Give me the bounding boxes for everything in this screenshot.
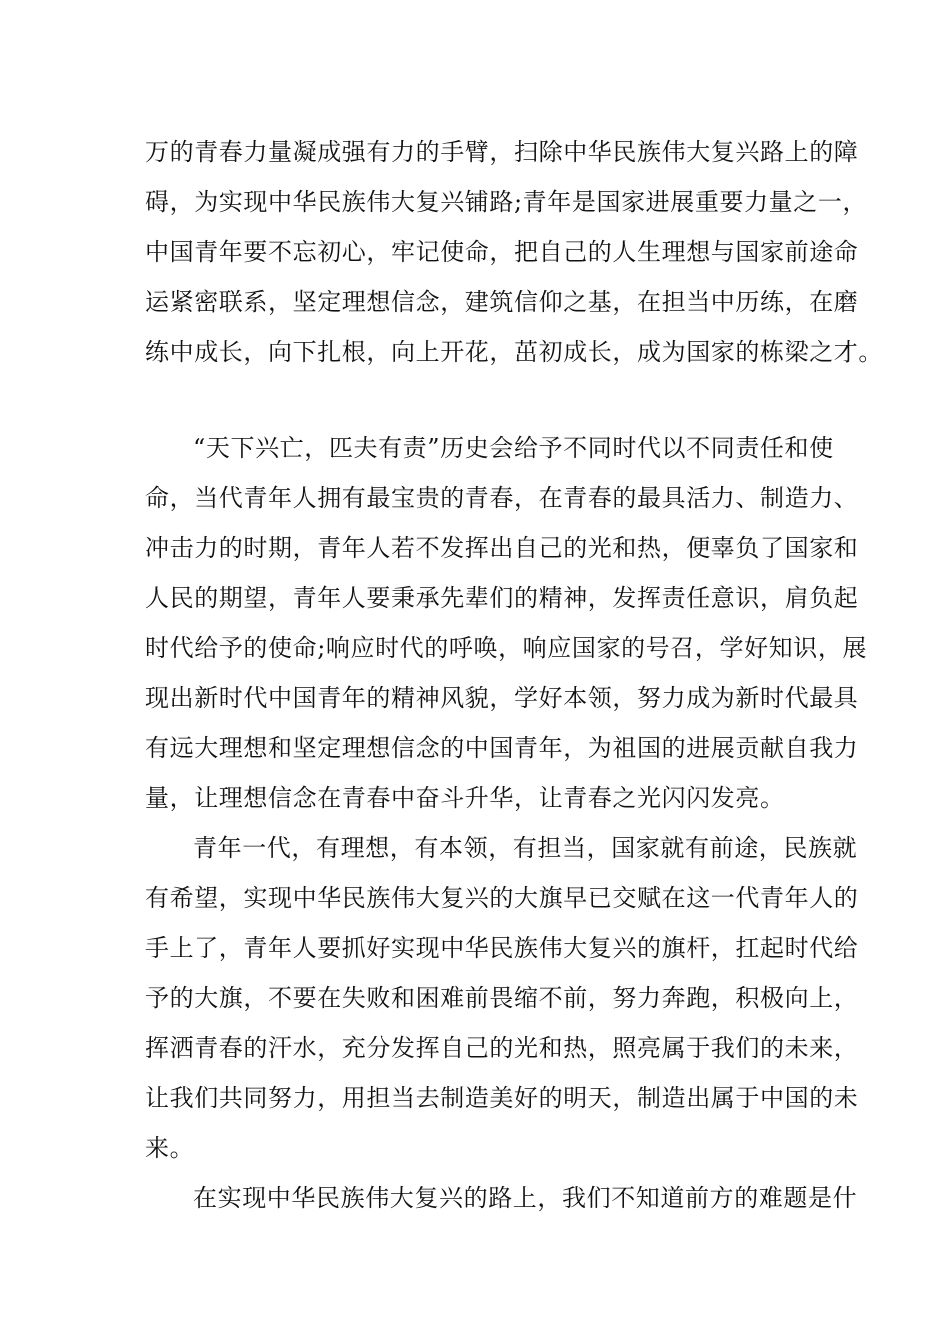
text-line: 中国青年要不忘初心，牢记使命，把自己的人生理想与国家前途命	[145, 238, 859, 266]
text-line: 碍，为实现中华民族伟大复兴铺路;青年是国家进展重要力量之一，	[145, 188, 868, 216]
text-line: 在实现中华民族伟大复兴的路上，我们不知道前方的难题是什	[193, 1184, 858, 1212]
text-line: 有希望，实现中华民族伟大复兴的大旗早已交赋在这一代青年人的	[145, 884, 859, 912]
text-line: 有远大理想和坚定理想信念的中国青年，为祖国的进展贡献自我力	[145, 734, 859, 762]
text-line: 量，让理想信念在青春中奋斗升华，让青春之光闪闪发亮。	[145, 784, 785, 812]
text-line: 予的大旗，不要在失败和困难前畏缩不前，努力奔跑，积极向上，	[145, 984, 859, 1012]
text-line: 冲击力的时期，青年人若不发挥出自己的光和热，便辜负了国家和	[145, 534, 859, 562]
text-line: 让我们共同努力，用担当去制造美好的明天，制造出属于中国的未	[145, 1084, 859, 1112]
text-line: 现出新时代中国青年的精神风貌，学好本领，努力成为新时代最具	[145, 684, 859, 712]
text-line: 时代给予的使命;响应时代的呼唤，响应国家的号召，学好知识，展	[145, 634, 868, 662]
text-line: 命，当代青年人拥有最宝贵的青春，在青春的最具活力、制造力、	[145, 484, 859, 512]
text-line: 青年一代，有理想，有本领，有担当，国家就有前途，民族就	[193, 834, 858, 862]
text-line: 万的青春力量凝成强有力的手臂，扫除中华民族伟大复兴路上的障	[145, 138, 859, 166]
text-line: 来。	[145, 1134, 195, 1162]
text-line: 人民的期望，青年人要秉承先辈们的精神，发挥责任意识，肩负起	[145, 584, 859, 612]
text-line: 挥洒青春的汗水，充分发挥自己的光和热，照亮属于我们的未来，	[145, 1034, 859, 1062]
text-line: 手上了，青年人要抓好实现中华民族伟大复兴的旗杆，扛起时代给	[145, 934, 859, 962]
text-line: 练中成长，向下扎根，向上开花，茁初成长，成为国家的栋梁之才。	[145, 338, 883, 366]
text-line: 运紧密联系，坚定理想信念，建筑信仰之基，在担当中历练，在磨	[145, 288, 859, 316]
text-line: “天下兴亡，匹夫有责”历史会给予不同时代以不同责任和使	[193, 434, 834, 462]
